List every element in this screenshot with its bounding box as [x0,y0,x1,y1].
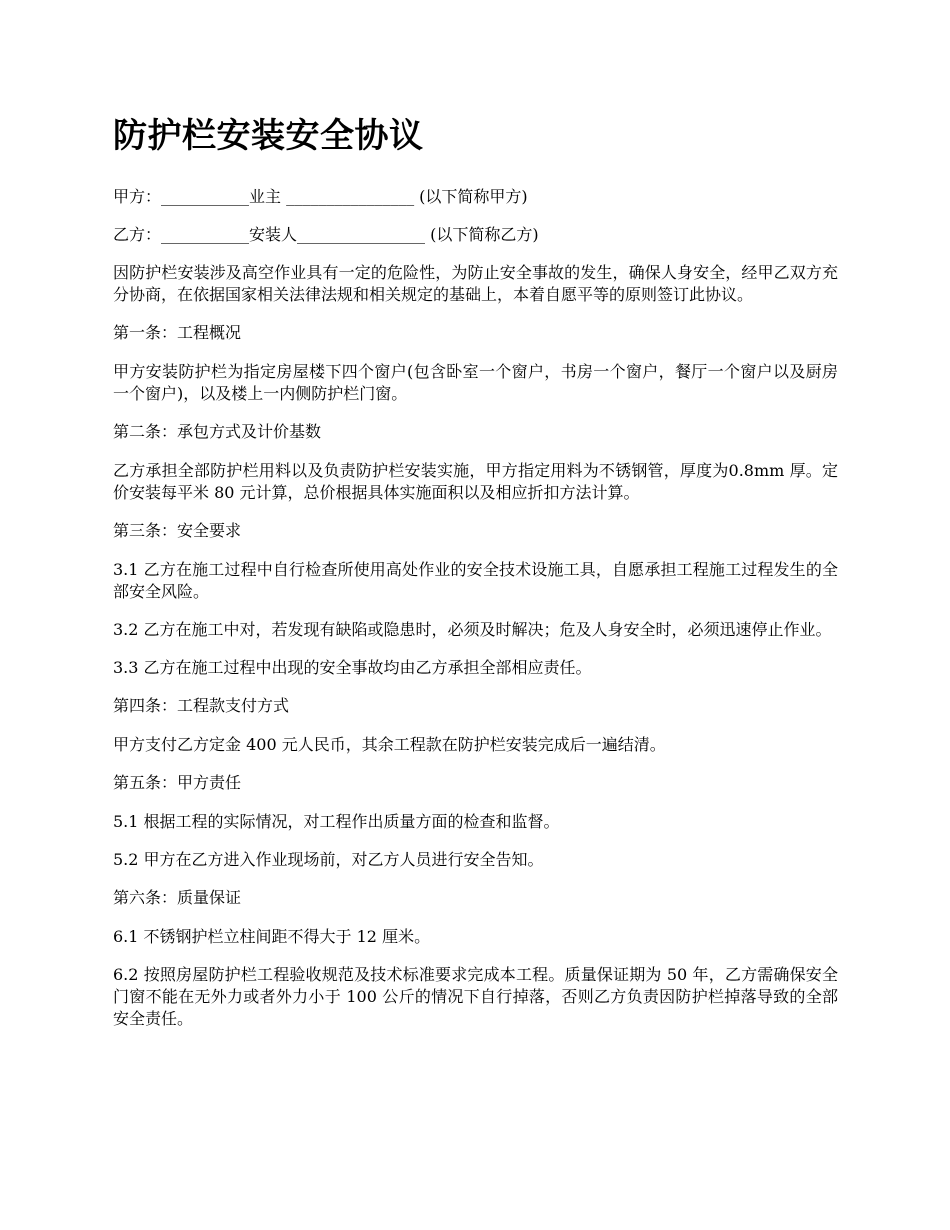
clause-3-2: 3.2 乙方在施工中对，若发现有缺陷或隐患时，必须及时解决；危及人身安全时，必须迅速停止作业。 [113,620,832,639]
article-5-heading: 第五条：甲方责任 [113,773,242,792]
clause-3-1: 3.1 乙方在施工过程中自行检查所使用高处作业的安全技术设施工具，自愿承担工程施工过程发生的全部安全风险。 [113,560,838,601]
article-4-heading: 第四条：工程款支付方式 [113,696,290,715]
preamble-paragraph: 因防护栏安装涉及高空作业具有一定的危险性，为防止安全事故的发生，确保人身安全，经甲乙双方充分协商，在依据国家相关法律法规和相关规定的基础上，本着自愿平等的原则签订此协议。 [113,263,838,304]
article-2-body: 乙方承担全部防护栏用料以及负责防护栏安装实施，甲方指定用料为不锈钢管，厚度为0.8mm 厚。定价安装每平米 80 元计算，总价根据具体实施面积以及相应折扣方法计算。 [113,461,838,502]
article-1-heading: 第一条：工程概况 [113,323,242,342]
party-b-line: 乙方：___________安装人________________ (以下简称乙方) [113,225,539,244]
party-a-line: 甲方：___________业主 ________________ (以下简称甲方) [113,187,528,206]
document-page [113,112,838,1046]
article-6-heading: 第六条：质量保证 [113,888,242,907]
article-3-heading: 第三条：安全要求 [113,521,242,540]
clause-3-3: 3.3 乙方在施工过程中出现的安全事故均由乙方承担全部相应责任。 [113,658,592,677]
article-4-body: 甲方支付乙方定金 400 元人民币，其余工程款在防护栏安装完成后一遍结清。 [113,735,666,754]
clause-5-2: 5.2 甲方在乙方进入作业现场前，对乙方人员进行安全告知。 [113,850,544,869]
clause-6-1: 6.1 不锈钢护栏立柱间距不得大于 12 厘米。 [113,927,431,946]
clause-5-1: 5.1 根据工程的实际情况，对工程作出质量方面的检查和监督。 [113,812,560,831]
clause-6-2: 6.2 按照房屋防护栏工程验收规范及技术标准要求完成本工程。质量保证期为 50 年，乙方需确保安全门窗不能在无外力或者外力小于 100 公斤的情况下自行掉落，否则乙方负责因防护栏掉落导致的全部安全责任。 [113,965,838,1028]
article-1-body: 甲方安装防护栏为指定房屋楼下四个窗户(包含卧室一个窗户，书房一个窗户，餐厅一个窗户以及厨房一个窗户)，以及楼上一内侧防护栏门窗。 [113,362,838,403]
document-title: 防护栏安装安全协议 [113,116,424,156]
article-2-heading: 第二条：承包方式及计价基数 [113,422,322,441]
